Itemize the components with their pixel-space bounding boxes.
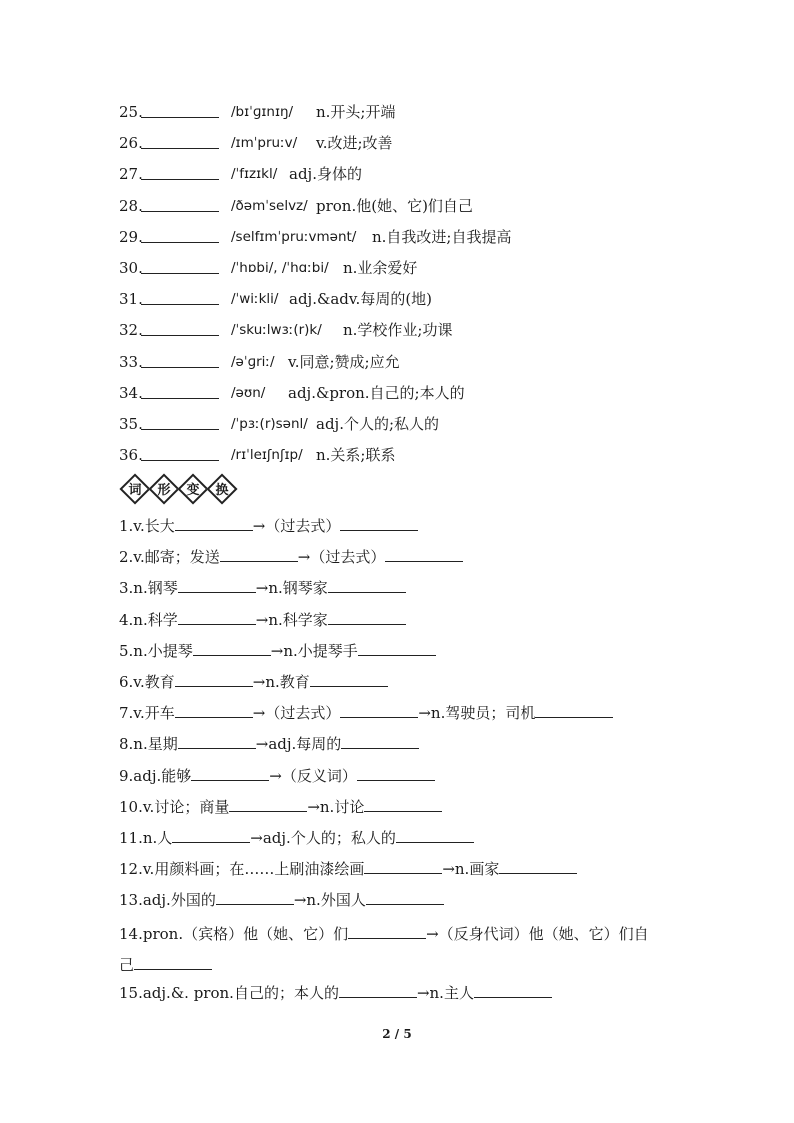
form-row bbox=[119, 701, 679, 732]
answer-blank[interactable] bbox=[339, 982, 417, 998]
prompt: 13.adj.外国的 bbox=[119, 891, 216, 910]
prompt: 14.pron.（宾格）他（她、它）们 bbox=[119, 925, 349, 944]
badge-char bbox=[207, 474, 235, 502]
prompt: 12.v.用颜料画；在……上刷油漆绘画 bbox=[119, 860, 365, 879]
meaning: n.自我改进;自我提高 bbox=[372, 227, 512, 246]
word-forms-list bbox=[119, 514, 679, 1013]
item-number: 33. bbox=[119, 352, 143, 371]
form-row bbox=[119, 764, 679, 795]
answer-blank[interactable] bbox=[358, 640, 436, 656]
answer-blank[interactable] bbox=[474, 982, 552, 998]
answer-blank[interactable] bbox=[175, 671, 253, 687]
badge-char-text: 形 bbox=[157, 483, 171, 498]
target: 己 bbox=[119, 956, 135, 975]
target: →（过去式） bbox=[252, 704, 341, 723]
form-row bbox=[119, 981, 679, 1012]
target: →n.画家 bbox=[442, 860, 500, 879]
target: →（过去式） bbox=[297, 548, 386, 567]
phonetic: /ˈpɜː(r)sənl/ bbox=[231, 415, 308, 432]
meaning: adj.个人的;私人的 bbox=[316, 414, 440, 433]
meaning: adj.&pron.自己的;本人的 bbox=[288, 383, 465, 402]
answer-blank[interactable] bbox=[193, 640, 271, 656]
badge-char bbox=[149, 474, 177, 502]
vocab-row bbox=[119, 100, 719, 131]
answer-blank[interactable] bbox=[141, 320, 219, 336]
item-number: 31. bbox=[119, 290, 143, 309]
answer-blank[interactable] bbox=[535, 702, 613, 718]
answer-blank[interactable] bbox=[178, 577, 256, 593]
prompt: 2.v.邮寄；发送 bbox=[119, 548, 220, 567]
badge-char bbox=[120, 474, 148, 502]
phonetic: /bɪˈɡɪnɪŋ/ bbox=[231, 104, 294, 120]
meaning: adj.&adv.每周的(地) bbox=[289, 290, 433, 309]
phonetic: /ˈwiːkli/ bbox=[231, 291, 279, 308]
vocab-row bbox=[119, 256, 719, 287]
form-row bbox=[119, 888, 679, 919]
target: →（反义词） bbox=[269, 766, 357, 785]
meaning: n.学校作业;功课 bbox=[343, 321, 453, 340]
form-row bbox=[119, 545, 679, 576]
target: →adj.个人的；私人的 bbox=[250, 828, 396, 847]
phonetic: /ðəmˈselvz/ bbox=[231, 197, 308, 214]
prompt: 8.n.星期 bbox=[119, 735, 178, 754]
prompt: 1.v.长大 bbox=[119, 517, 175, 535]
meaning: n.关系;联系 bbox=[316, 446, 396, 465]
target: →n.钢琴家 bbox=[255, 579, 328, 598]
prompt: 5.n.小提琴 bbox=[119, 641, 193, 660]
prompt: 10.v.讨论；商量 bbox=[119, 797, 230, 816]
answer-blank[interactable] bbox=[364, 858, 442, 874]
answer-blank[interactable] bbox=[134, 954, 212, 970]
meaning: v.同意;赞成;应允 bbox=[288, 352, 400, 371]
answer-blank[interactable] bbox=[340, 515, 418, 531]
answer-blank[interactable] bbox=[141, 414, 219, 430]
phonetic: /ˈhɒbi/, /ˈhɑːbi/ bbox=[231, 259, 329, 276]
form-row bbox=[119, 608, 679, 639]
answer-blank[interactable] bbox=[357, 765, 435, 781]
answer-blank[interactable] bbox=[340, 702, 418, 718]
answer-blank[interactable] bbox=[141, 227, 219, 243]
badge-char-text: 换 bbox=[215, 483, 229, 498]
answer-blank[interactable] bbox=[364, 796, 442, 812]
vocab-row bbox=[119, 350, 719, 381]
answer-blank[interactable] bbox=[141, 133, 219, 149]
answer-blank[interactable] bbox=[178, 609, 256, 625]
answer-blank[interactable] bbox=[216, 889, 294, 905]
form-row bbox=[119, 795, 679, 826]
answer-blank[interactable] bbox=[141, 289, 219, 305]
target: →n.外国人 bbox=[293, 891, 366, 910]
target: →（反身代词）他（她、它）们自 bbox=[426, 925, 649, 944]
phonetic: /selfɪmˈpruːvmənt/ bbox=[231, 228, 357, 245]
answer-blank[interactable] bbox=[328, 577, 406, 593]
vocabulary-list bbox=[119, 100, 719, 474]
phonetic: /ɪmˈpruːv/ bbox=[231, 135, 298, 152]
phonetic: /əˈɡriː/ bbox=[231, 353, 275, 370]
badge-char-text: 词 bbox=[128, 483, 142, 498]
meaning: n.开头;开端 bbox=[316, 103, 396, 121]
item-number: 27. bbox=[119, 165, 143, 184]
phonetic: /əʊn/ bbox=[231, 384, 266, 401]
vocab-row bbox=[119, 318, 719, 349]
prompt: 15.adj.&. pron.自己的；本人的 bbox=[119, 984, 339, 1003]
item-number: 34. bbox=[119, 383, 143, 402]
prompt: 6.v.教育 bbox=[119, 672, 175, 691]
answer-blank[interactable] bbox=[328, 609, 406, 625]
meaning: n.业余爱好 bbox=[343, 258, 418, 277]
prompt: 4.n.科学 bbox=[119, 610, 178, 629]
target: →n.驾驶员；司机 bbox=[418, 704, 536, 723]
item-number: 29. bbox=[119, 227, 143, 246]
badge-char-text: 变 bbox=[186, 483, 200, 498]
form-row bbox=[119, 857, 679, 888]
form-row bbox=[119, 826, 679, 857]
answer-blank[interactable] bbox=[141, 164, 219, 180]
meaning: adj.身体的 bbox=[289, 165, 362, 184]
item-number: 35. bbox=[119, 414, 143, 433]
form-row bbox=[119, 732, 679, 763]
answer-blank[interactable] bbox=[191, 765, 269, 781]
vocab-row bbox=[119, 194, 719, 225]
phonetic: /ˈskuːlwɜː(r)k/ bbox=[231, 322, 322, 339]
target: →n.教育 bbox=[252, 672, 310, 691]
vocab-row bbox=[119, 412, 719, 443]
answer-blank[interactable] bbox=[141, 196, 219, 212]
prompt: 7.v.开车 bbox=[119, 704, 175, 723]
form-row bbox=[119, 639, 679, 670]
answer-blank[interactable] bbox=[178, 733, 256, 749]
item-number: 25. bbox=[119, 103, 143, 121]
vocab-row bbox=[119, 162, 719, 193]
page-number: 2 / 5 bbox=[382, 1027, 412, 1041]
answer-blank[interactable] bbox=[220, 546, 298, 562]
target: →（过去式） bbox=[252, 517, 341, 535]
answer-blank[interactable] bbox=[366, 889, 444, 905]
section-badge-word-forms bbox=[120, 474, 236, 510]
answer-blank[interactable] bbox=[141, 352, 219, 368]
vocab-row bbox=[119, 287, 719, 318]
answer-blank[interactable] bbox=[141, 383, 219, 399]
meaning: v.改进;改善 bbox=[316, 134, 393, 153]
answer-blank[interactable] bbox=[172, 827, 250, 843]
vocab-row bbox=[119, 443, 719, 474]
phonetic: /rɪˈleɪʃnʃɪp/ bbox=[231, 447, 303, 464]
phonetic: /ˈfɪzɪkl/ bbox=[231, 166, 278, 183]
answer-blank[interactable] bbox=[141, 258, 219, 274]
answer-blank[interactable] bbox=[141, 102, 219, 118]
answer-blank[interactable] bbox=[348, 923, 426, 939]
answer-blank[interactable] bbox=[229, 796, 307, 812]
badge-char bbox=[178, 474, 206, 502]
item-number: 36. bbox=[119, 446, 143, 465]
target: →n.主人 bbox=[416, 984, 474, 1003]
form-row bbox=[119, 514, 679, 545]
target: →n.科学家 bbox=[255, 610, 328, 629]
vocab-row bbox=[119, 131, 719, 162]
item-number: 30. bbox=[119, 258, 143, 277]
answer-blank[interactable] bbox=[175, 515, 253, 531]
answer-blank[interactable] bbox=[385, 546, 463, 562]
vocab-row bbox=[119, 225, 719, 256]
answer-blank[interactable] bbox=[341, 733, 419, 749]
answer-blank[interactable] bbox=[396, 827, 474, 843]
item-number: 32. bbox=[119, 321, 143, 340]
vocab-row bbox=[119, 381, 719, 412]
form-row bbox=[119, 576, 679, 607]
target: →n.讨论 bbox=[307, 797, 365, 816]
item-number: 28. bbox=[119, 196, 143, 215]
answer-blank[interactable] bbox=[499, 858, 577, 874]
item-number: 26. bbox=[119, 134, 143, 153]
answer-blank[interactable] bbox=[310, 671, 388, 687]
target: →adj.每周的 bbox=[255, 735, 342, 754]
answer-blank[interactable] bbox=[141, 445, 219, 461]
prompt: 9.adj.能够 bbox=[119, 766, 192, 785]
form-row bbox=[119, 670, 679, 701]
prompt: 3.n.钢琴 bbox=[119, 579, 178, 598]
target: →n.小提琴手 bbox=[270, 641, 358, 660]
prompt: 11.n.人 bbox=[119, 828, 173, 847]
meaning: pron.他(她、它)们自己 bbox=[316, 196, 473, 215]
answer-blank[interactable] bbox=[175, 702, 253, 718]
form-row bbox=[119, 919, 679, 981]
